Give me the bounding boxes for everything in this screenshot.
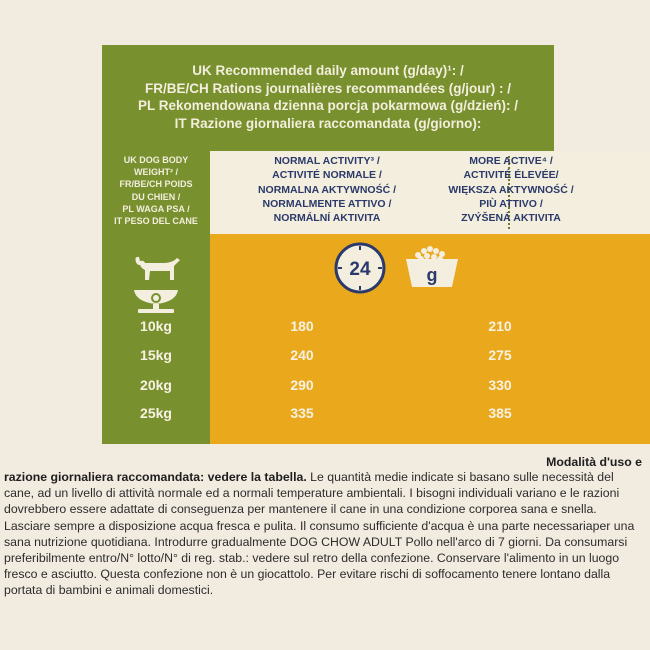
- scale-icon: [132, 288, 180, 314]
- row-normal-value: 180: [290, 318, 314, 334]
- column-header-line: NORMALNA AKTYWNOŚĆ /: [257, 183, 397, 196]
- column-header-line: NORMÁLNÍ AKTIVITA: [273, 212, 381, 225]
- row-active-value: 385: [488, 405, 512, 421]
- column-header-line: ACTIVITÉ NORMALE /: [272, 169, 382, 182]
- weight-column-label: [102, 154, 210, 227]
- column-header-line: WIĘKSZA AKTYWNOŚĆ /: [448, 183, 574, 196]
- weight-label-line: FR/BE/CH POIDS: [119, 179, 193, 190]
- row-weight: 10kg: [140, 318, 172, 334]
- column-header-line: NORMALMENTE ATTIVO /: [262, 197, 392, 210]
- row-active-value: 275: [488, 347, 512, 363]
- row-normal-value: 335: [290, 405, 314, 421]
- weight-label-line: DU CHIEN /: [131, 191, 181, 202]
- row-weight: 15kg: [140, 347, 172, 363]
- header-line-fr: FR/BE/CH Rations journalières recommandées (g/jour) : /: [144, 80, 512, 96]
- weight-label-line: PL WAGA PSA /: [122, 203, 190, 214]
- weight-label-line: WEIGHT² /: [134, 167, 178, 178]
- instructions-body: Le quantità medie indicate si basano sulle necessità del cane, ad un livello di attività normale ed a normali temperature ambientali. I bisogni individuali variano e le razioni dovrebbero essere adattate di conseguenza per mantenere il cane in una condizione corporea sana e snella. Lasciare sempre a disposizione acqua fresca e pulita. Il consumo sufficiente d'acqua è una parte necessariaper una sana nutrizione quotidiana. Introdurre gradualmente DOG CHOW ADULT Pollo nell'arco di 7 giorni. Da consumarsi preferibilmente entro/N° lotto/N° di reg. stab.: vedere sul retro della confezione. Conservare l'alimento in un luogo fresco e asciutto. Questa confezione non è un giocattolo. Per evitare rischi di soffocamento tenere lontano dalla portata di bambini e animali domestici.: [4, 470, 635, 598]
- food-bowl-icon: [400, 243, 464, 291]
- column-header-line: ACTIVITÉ ÉLEVÉE/: [463, 169, 559, 182]
- column-more-active: [421, 154, 601, 225]
- feeding-table-panel: [102, 45, 574, 444]
- weight-label-line: UK DOG BODY: [123, 155, 189, 165]
- dog-icon: [130, 252, 184, 284]
- instructions-lead: razione giornaliera raccomandata: vedere la tabella.: [4, 470, 307, 484]
- header-line-uk: UK Recommended daily amount (g/day)¹: /: [192, 63, 464, 78]
- row-active-value: 210: [488, 318, 512, 334]
- column-header-line: MORE ACTIVE⁴ /: [469, 155, 553, 167]
- header-line-it: IT Razione giornaliera raccomandata (g/giorno):: [174, 115, 482, 131]
- column-header-line: NORMAL ACTIVITY³ /: [274, 155, 380, 167]
- column-header-line: ZVÝŠENÁ AKTIVITA: [461, 212, 561, 225]
- instructions-paragraph: [4, 469, 644, 599]
- clock-label: 24: [349, 259, 371, 280]
- row-normal-value: 290: [290, 377, 314, 393]
- header-line-pl: PL Rekomendowana dzienna porcja pokarmowa (g/dzień): /: [137, 98, 519, 113]
- column-header-line: PIÙ ATTIVO /: [479, 197, 543, 210]
- column-normal-activity: [237, 154, 417, 225]
- weight-label-line: IT PESO DEL CANE: [114, 216, 198, 227]
- clock-icon: [332, 240, 388, 296]
- bowl-label: g: [426, 265, 438, 285]
- row-active-value: 330: [488, 377, 512, 393]
- row-weight: 20kg: [140, 377, 172, 393]
- row-normal-value: 240: [290, 347, 314, 363]
- row-weight: 25kg: [140, 405, 172, 421]
- table-header: [102, 62, 554, 132]
- instructions-title: Modalità d'uso e: [546, 455, 642, 469]
